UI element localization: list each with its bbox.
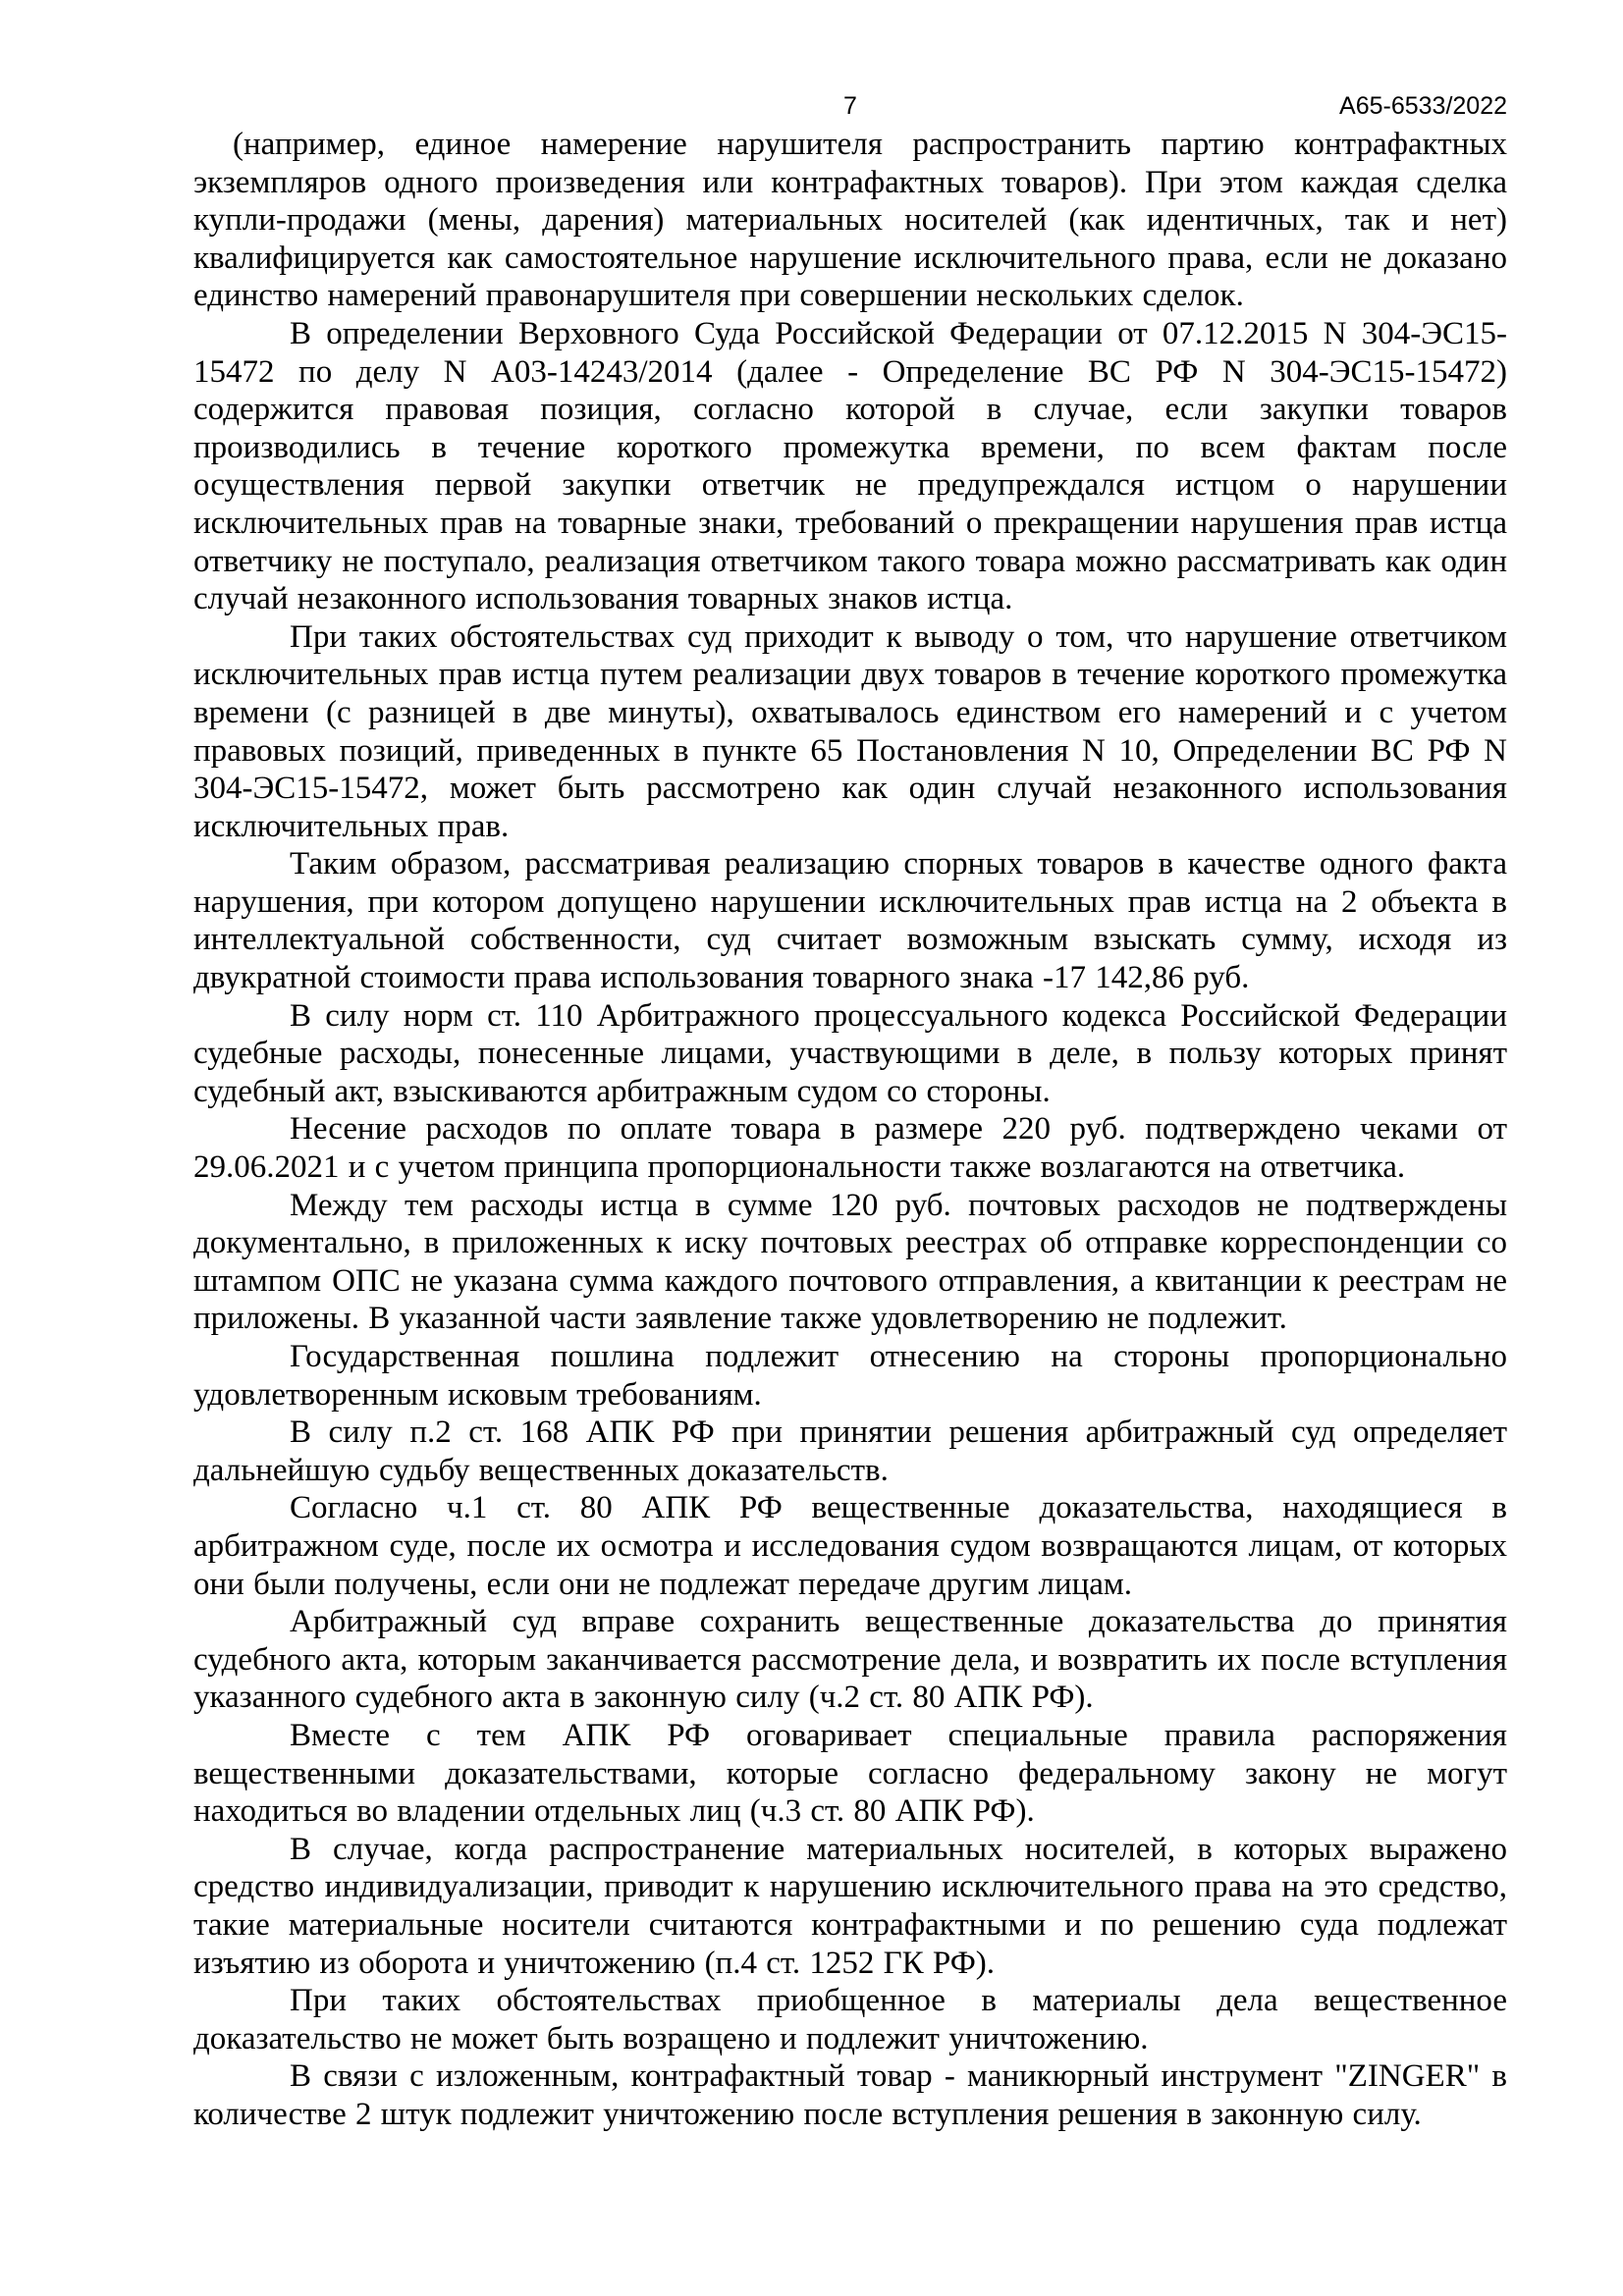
paragraph-14: При таких обстоятельствах приобщенное в материалы дела вещественное доказательство не может быть возращено и подлежит уничтожению.	[193, 1983, 1507, 2056]
paragraph-3: При таких обстоятельствах суд приходит к выводу о том, что нарушение ответчиком исключительных прав истца путем реализации двух товаров в течение короткого промежутка времени (с разницей в две минуты), охватывалось единством его намерений и с учетом правовых позиций, приведенных в пункте 65 Постановления N 10, Определении ВС РФ N 304-ЭС15-15472, может быть рассмотрено как один случай незаконного использования исключительных прав.	[193, 618, 1507, 844]
paragraph-8: Государственная пошлина подлежит отнесению на стороны пропорционально удовлетворенным исковым требованиям.	[193, 1339, 1507, 1413]
paragraph-9: В силу п.2 ст. 168 АПК РФ при принятии решения арбитражный суд определяет дальнейшую судьбу вещественных доказательств.	[193, 1415, 1507, 1488]
page-number: 7	[843, 92, 857, 120]
case-number: А65-6533/2022	[1339, 92, 1507, 120]
paragraph-12: Вместе с тем АПК РФ оговаривает специальные правила распоряжения вещественными доказательствами, которые согласно федеральному закону не могут находиться во владении отдельных лиц (ч.3 ст. 80 АПК РФ).	[193, 1717, 1507, 1830]
page-header	[193, 92, 1507, 122]
paragraph-1: (например, единое намерение нарушителя распространить партию контрафактных экземпляров одного произведения или контрафактных товаров). При этом каждая сделка купли-продажи (мены, дарения) материальных носителей (как идентичных, так и нет) квалифицируется как самостоятельное нарушение исключительного права, если не доказано единство намерений правонарушителя при совершении нескольких сделок.	[193, 127, 1507, 314]
paragraph-10: Согласно ч.1 ст. 80 АПК РФ вещественные доказательства, находящиеся в арбитражном суде, после их осмотра и исследования судом возвращаются лицам, от которых они были получены, если они не подлежат передаче другим лицам.	[193, 1490, 1507, 1602]
paragraph-2: В определении Верховного Суда Российской Федерации от 07.12.2015 N 304-ЭС15-15472 по делу N А03-14243/2014 (далее - Определение ВС РФ N 304-ЭС15-15472) содержится правовая позиция, согласно которой в случае, если закупки товаров производились в течение короткого промежутка времени, по всем фактам после осуществления первой закупки ответчик не предупреждался истцом о нарушении исключительных прав на товарные знаки, требований о прекращении нарушения прав истца ответчику не поступало, реализация ответчиком такого товара можно рассматривать как один случай незаконного использования товарных знаков истца.	[193, 315, 1507, 617]
paragraph-15: В связи с изложенным, контрафактный товар - маникюрный инструмент "ZINGER" в количестве 2 штук подлежит уничтожению после вступления решения в законную силу.	[193, 2058, 1507, 2132]
paragraph-13: В случае, когда распространение материальных носителей, в которых выражено средство индивидуализации, приводит к нарушению исключительного права на это средство, такие материальные носители считаются контрафактными и по решению суда подлежат изъятию из оборота и уничтожению (п.4 ст. 1252 ГК РФ).	[193, 1831, 1507, 1981]
document-body	[193, 126, 1507, 2133]
paragraph-7: Между тем расходы истца в сумме 120 руб. почтовых расходов не подтверждены документально, в приложенных к иску почтовых реестрах об отправке корреспонденции со штампом ОПС не указана сумма каждого почтового отправления, а квитанции к реестрам не приложены. В указанной части заявление также удовлетворению не подлежит.	[193, 1187, 1507, 1337]
paragraph-6: Несение расходов по оплате товара в размере 220 руб. подтверждено чеками от 29.06.2021 и с учетом принципа пропорциональности также возлагаются на ответчика.	[193, 1111, 1507, 1186]
paragraph-11: Арбитражный суд вправе сохранить вещественные доказательства до принятия судебного акта, которым заканчивается рассмотрение дела, и возвратить их после вступления указанного судебного акта в законную силу (ч.2 ст. 80 АПК РФ).	[193, 1604, 1507, 1716]
paragraph-5: В силу норм ст. 110 Арбитражного процессуального кодекса Российской Федерации судебные расходы, понесенные лицами, участвующими в деле, в пользу которых принят судебный акт, взыскиваются арбитражным судом со стороны.	[193, 997, 1507, 1109]
paragraph-4: Таким образом, рассматривая реализацию спорных товаров в качестве одного факта нарушения, при котором допущено нарушении исключительных прав истца на 2 объекта в интеллектуальной собственности, суд считает возможным взыскать сумму, исходя из двукратной стоимости права использования товарного знака -17 142,86 руб.	[193, 846, 1507, 996]
